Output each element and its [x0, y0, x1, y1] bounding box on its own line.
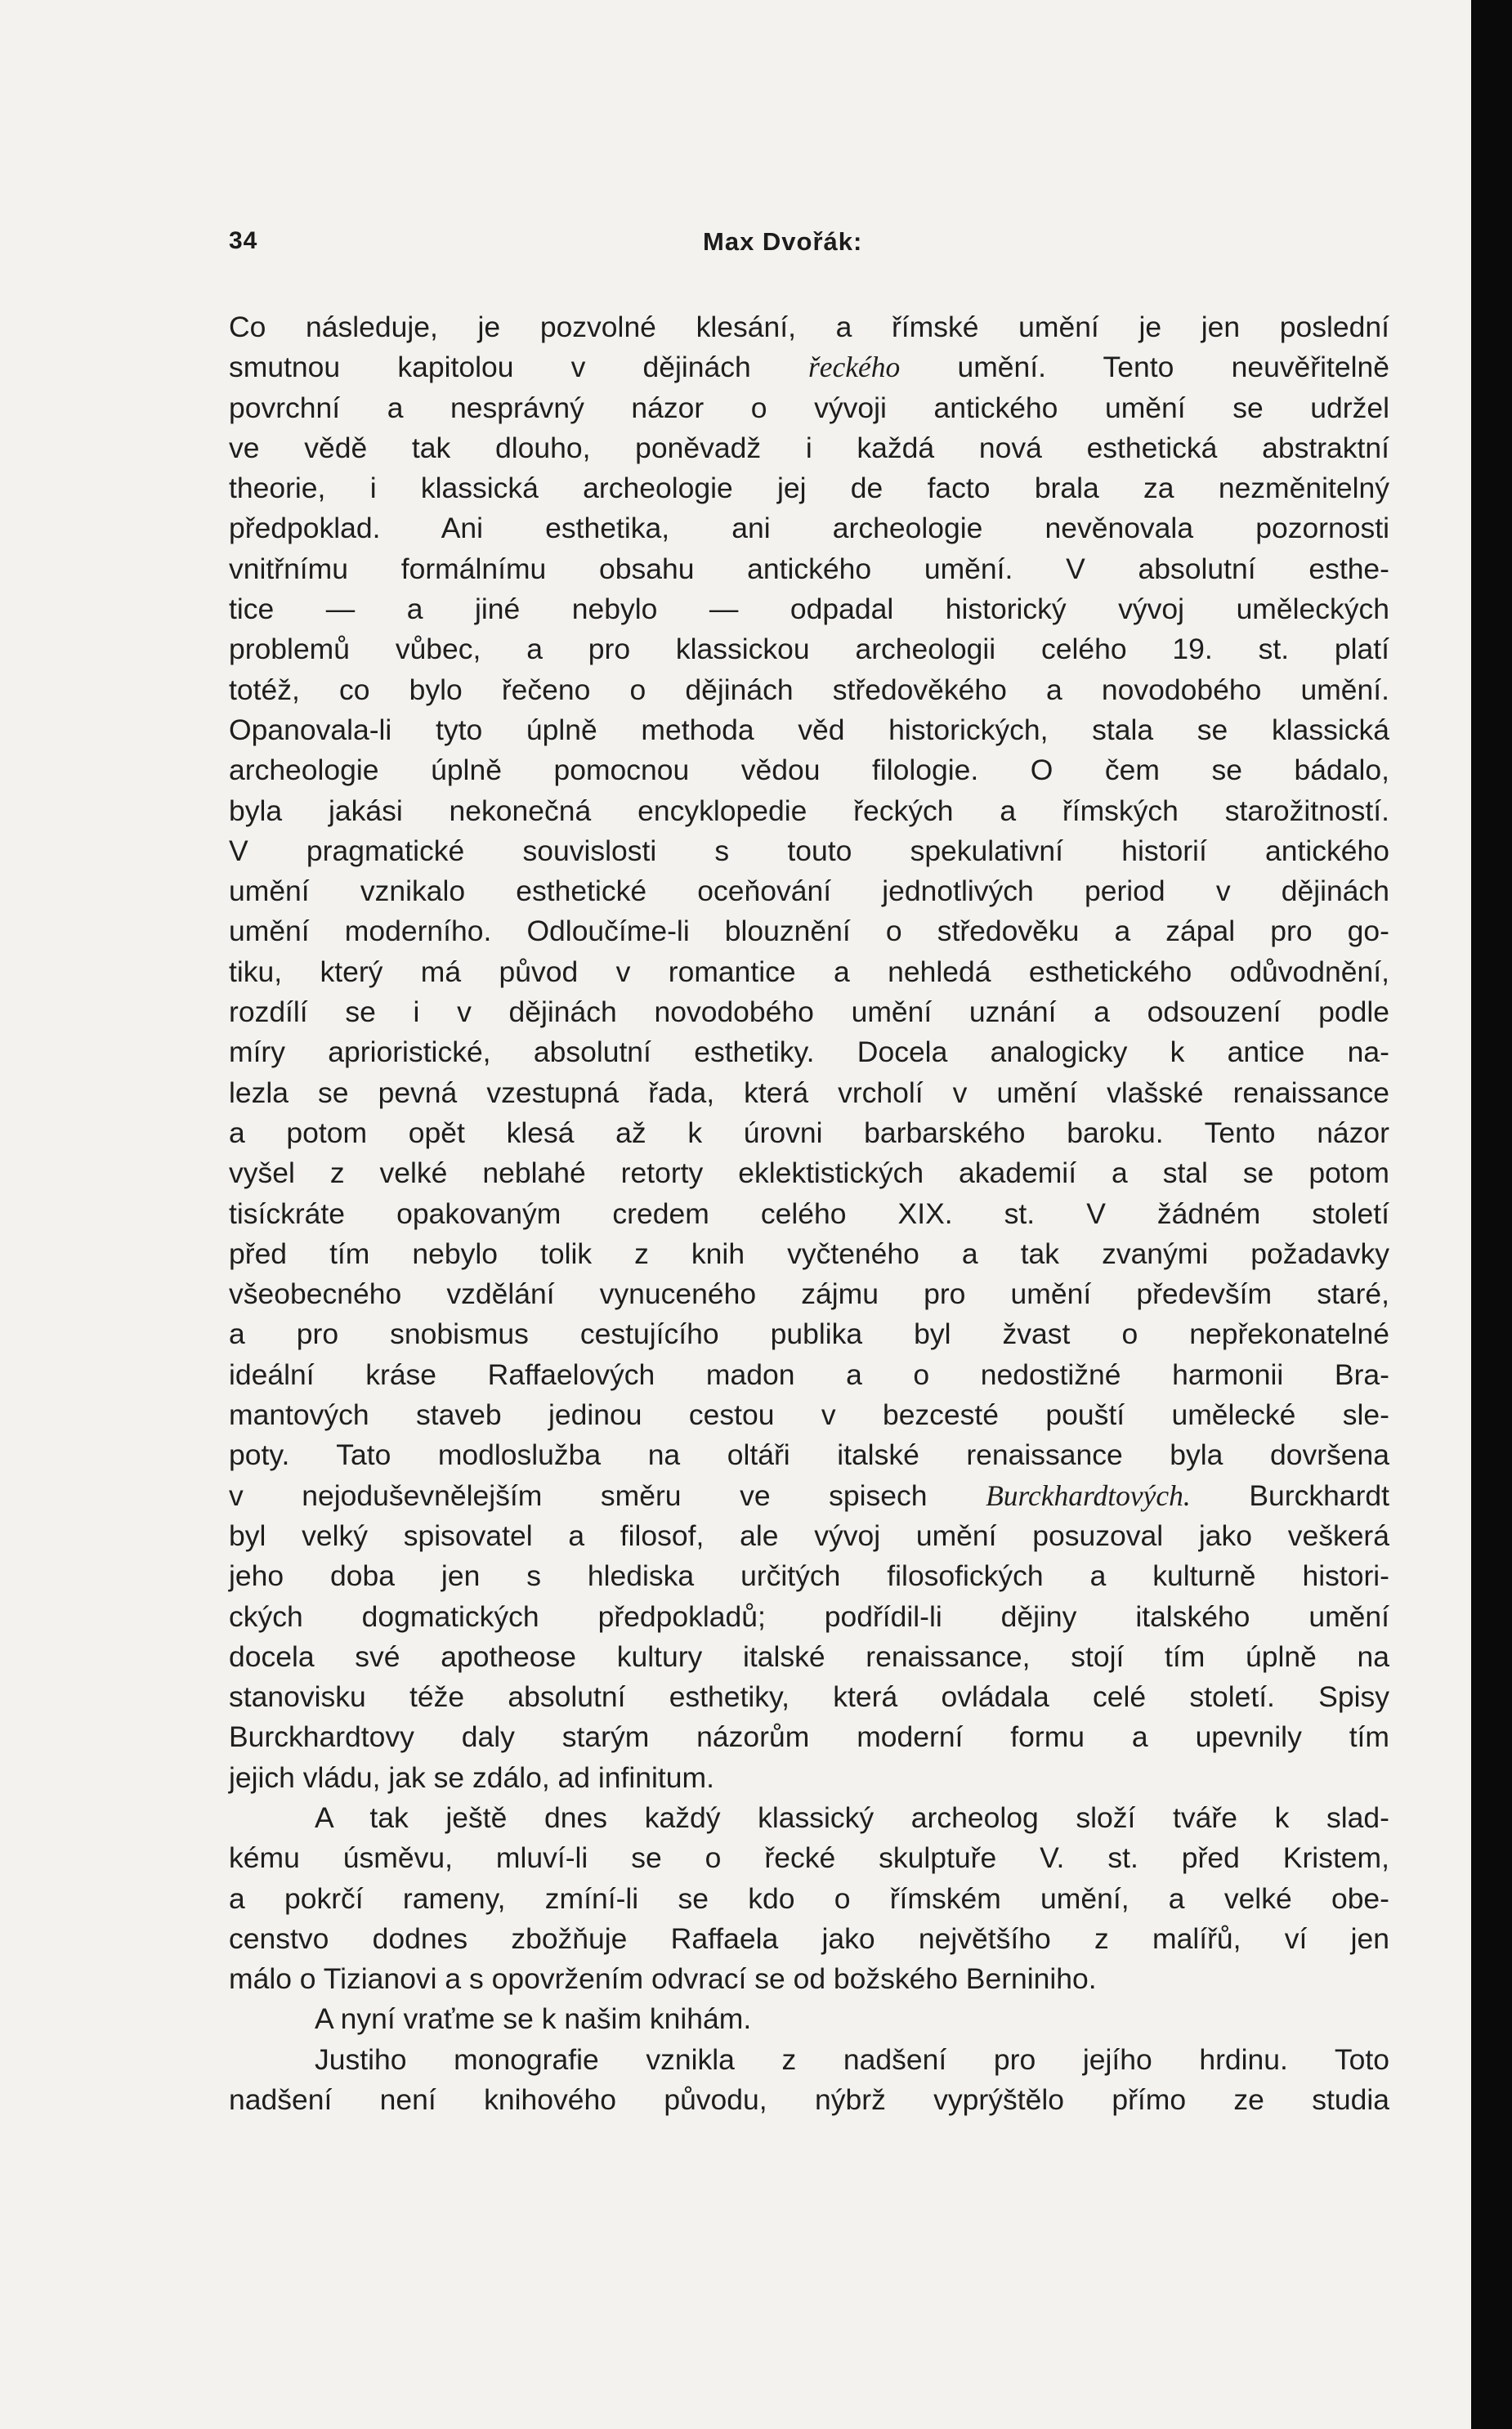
text-line: míry aprioristické, absolutní esthetiky. Docela analogicky k antice na-: [229, 1036, 1389, 1069]
text-line: ve vědě tak dlouho, poněvadž i každá nová esthetická abstraktní: [229, 431, 1389, 464]
running-head: Max Dvořák:: [703, 227, 863, 256]
text-line: poty. Tato modloslužba na oltáři italské renaissance byla dovršena: [229, 1438, 1389, 1472]
page-number: 34: [229, 227, 258, 254]
text-line: Co následuje, je pozvolné klesání, a římské umění je jen poslední: [229, 311, 1389, 343]
text-line: mantových staveb jedinou cestou v bezcesté pouští umělecké sle-: [229, 1398, 1389, 1432]
text-line-segment: Burckhardt: [1190, 1478, 1389, 1512]
text-line: nadšení není knihového původu, nýbrž vyprýštělo přímo ze studia: [229, 2083, 1389, 2117]
text-line: tiku, který má původ v romantice a nehledá esthetického odůvodnění,: [229, 955, 1389, 988]
text-line: problemů vůbec, a pro klassickou archeologii celého 19. st. platí: [229, 633, 1389, 666]
text-line: a potom opět klesá až k úrovni barbarského baroku. Tento názor: [229, 1116, 1389, 1149]
text-line: theorie, i klassická archeologie jej de facto brala za nezměnitelný: [229, 472, 1389, 505]
text-line: Burckhardtovy daly starým názorům moderní formu a upevnily tím: [229, 1720, 1389, 1754]
text-line: totéž, co bylo řečeno o dějinách středověkého a novodobého umění.: [229, 673, 1389, 706]
text-line: lezla se pevná vzestupná řada, která vrcholí v umění vlašské renaissance: [229, 1076, 1389, 1109]
text-line: V pragmatické souvislosti s touto spekulativní historií antického: [229, 834, 1389, 867]
text-line-segment: smutnou kapitolou v dějinách: [229, 351, 808, 384]
text-line-segment: v nejoduševnělejším směru ve spisech: [229, 1478, 986, 1512]
text-line: A nyní vraťme se k našim knihám.: [315, 2002, 752, 2036]
text-line: censtvo dodnes zbožňuje Raffaela jako největšího z malířů, ví jen: [229, 1921, 1389, 1955]
text-line: povrchní a nesprávný názor o vývoji antického umění se udržel: [229, 391, 1389, 424]
text-line: jejich vládu, jak se zdálo, ad infinitum.: [229, 1760, 714, 1794]
body-text: [229, 307, 1389, 2120]
text-line: [229, 347, 1389, 387]
text-line: umění vznikalo esthetické oceňování jednotlivých period v dějinách: [229, 875, 1389, 908]
text-line: archeologie úplně pomocnou vědou filologie. O čem se bádalo,: [229, 754, 1389, 787]
text-line: A tak ještě dnes každý klassický archeolog složí tváře k slad-: [315, 1801, 1389, 1834]
text-line: Opanovala-li tyto úplně methoda věd historických, stala se klassická: [229, 713, 1389, 746]
text-line: vyšel z velké neblahé retorty eklektistických akademií a stal se potom: [229, 1156, 1389, 1190]
text-line: Justiho monografie vznikla z nadšení pro jejího hrdinu. Toto: [315, 2042, 1389, 2076]
text-line: umění moderního. Odloučíme-li blouznění o středověku a zápal pro go-: [229, 915, 1389, 948]
text-line: málo o Tizianovi a s opovržením odvrací se od božského Berniniho.: [229, 1962, 1097, 1996]
text-line-segment: umění. Tento neuvěřitelně: [900, 351, 1389, 384]
text-line: všeobecného vzdělání vynuceného zájmu pro umění především staré,: [229, 1277, 1389, 1311]
italic-word: řeckého: [807, 351, 901, 384]
text-line: a pro snobismus cestujícího publika byl žvast o nepřekonatelné: [229, 1317, 1389, 1351]
text-line: jeho doba jen s hlediska určitých filosofických a kulturně histori-: [229, 1559, 1389, 1593]
text-line: vnitřnímu formálnímu obsahu antického umění. V absolutní esthe-: [229, 552, 1389, 585]
text-line: byl velký spisovatel a filosof, ale vývoj umění posuzoval jako veškerá: [229, 1519, 1389, 1552]
scan-edge: [1471, 0, 1512, 2429]
text-line: před tím nebylo tolik z knih vyčteného a tak zvanými požadavky: [229, 1237, 1389, 1270]
text-line: tice — a jiné nebylo — odpadal historický vývoj uměleckých: [229, 593, 1389, 626]
text-line: [229, 1476, 1389, 1516]
page-header: [229, 227, 1394, 268]
text-line: ideální kráse Raffaelových madon a o nedostižné harmonii Bra-: [229, 1358, 1389, 1391]
text-line: byla jakási nekonečná encyklopedie řeckých a římských starožitností.: [229, 794, 1389, 827]
text-line: stanovisku téže absolutní esthetiky, která ovládala celé století. Spisy: [229, 1680, 1389, 1714]
text-line: rozdílí se i v dějinách novodobého umění uznání a odsouzení podle: [229, 995, 1389, 1029]
text-line: docela své apotheose kultury italské renaissance, stojí tím úplně na: [229, 1639, 1389, 1673]
text-line: ckých dogmatických předpokladů; podřídil-li dějiny italského umění: [229, 1599, 1389, 1633]
text-line: kému úsměvu, mluví-li se o řecké skulptuře V. st. před Kristem,: [229, 1841, 1389, 1875]
text-line: tisíckráte opakovaným credem celého XIX. st. V žádném století: [229, 1197, 1389, 1230]
italic-word: Burckhardtových.: [986, 1478, 1191, 1512]
text-line: a pokrčí rameny, zmíní-li se kdo o římském umění, a velké obe-: [229, 1881, 1389, 1915]
text-line: předpoklad. Ani esthetika, ani archeologie nevěnovala pozornosti: [229, 512, 1389, 545]
